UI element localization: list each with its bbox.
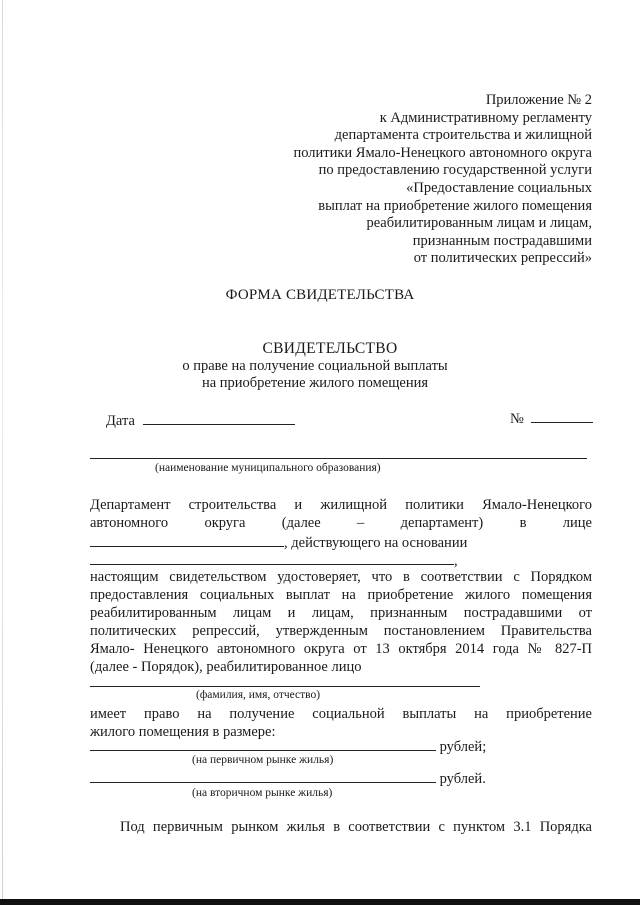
appendix-line: выплат на приобретение жилого помещения <box>318 197 592 214</box>
dept-word: в <box>519 515 527 531</box>
secondary-market-hint: (на вторичном рынке жилья) <box>192 787 333 799</box>
certificate-heading <box>0 340 640 392</box>
body-line: (далее - Порядок), реабилитированное лицо <box>90 659 362 675</box>
appendix-line: политики Ямало-Ненецкого автономного округа <box>293 144 592 161</box>
footer-line: Под первичным рынком жилья в соответствии с пунктом 3.1 Порядка <box>120 819 592 835</box>
appendix-line: Приложение № 2 <box>485 92 592 108</box>
department-line-2 <box>90 514 592 532</box>
certificate-subtitle-1: о праве на получение социальной выплаты <box>182 358 448 374</box>
body-line: политических репрессий, утвержденным постановлением Правительства <box>90 623 592 639</box>
date-row <box>106 413 295 430</box>
number-label: № <box>510 411 524 427</box>
right-line-1: имеет право на получение социальной выплаты на приобретение <box>90 706 592 722</box>
form-title: ФОРМА СВИДЕТЕЛЬСТВА <box>225 287 415 303</box>
department-line-4 <box>90 550 458 570</box>
body-line: Ямало- Ненецкого автономного округа от 13 октября 2014 года № 827-П <box>90 641 592 657</box>
amount-primary-field[interactable] <box>90 736 436 751</box>
appendix-line: к Административному регламенту <box>379 109 592 126</box>
date-label: Дата <box>106 413 135 429</box>
dept-word: лице <box>562 515 592 531</box>
municipality-row <box>90 444 587 464</box>
department-line-3 <box>90 532 467 552</box>
rub-label-secondary: рублей. <box>439 771 486 787</box>
date-field[interactable] <box>143 424 295 425</box>
appendix-header <box>293 92 592 268</box>
appendix-line: признанным пострадавшими <box>412 232 592 249</box>
number-row <box>510 411 593 428</box>
dept-word: округа <box>204 515 246 531</box>
appendix-line: реабилитированным лицам и лицам, <box>366 215 592 232</box>
dept-word: департамент) <box>400 515 484 531</box>
department-line-1: Департамент строительства и жилищной политики Ямало-Ненецкого <box>90 497 592 513</box>
scan-bottom-edge <box>0 899 640 905</box>
fio-field[interactable] <box>90 672 480 687</box>
certificate-title: СВИДЕТЕЛЬСТВО <box>262 340 398 357</box>
amount-secondary-field[interactable] <box>90 768 436 783</box>
appendix-line: «Предоставление социальных <box>406 179 592 196</box>
right-line-2: жилого помещения в размере: <box>90 724 276 740</box>
municipality-field[interactable] <box>90 444 587 459</box>
amount-secondary-row <box>90 768 486 788</box>
fio-hint: (фамилия, имя, отчество) <box>196 689 321 701</box>
appendix-line: департамента строительства и жилищной <box>334 127 592 144</box>
dept-word: (далее <box>281 515 321 531</box>
appendix-line: от политических репрессий» <box>413 250 592 267</box>
comma: , <box>454 553 458 569</box>
representative-field[interactable] <box>90 532 284 547</box>
dept-word: – <box>357 515 365 531</box>
rub-label-primary: рублей; <box>439 739 487 755</box>
municipality-hint: (наименование муниципального образования) <box>155 462 381 474</box>
appendix-line: по предоставлению государственной услуги <box>318 162 592 179</box>
dept-word: автономного <box>90 515 169 531</box>
basis-field[interactable] <box>90 550 454 565</box>
primary-market-hint: (на первичном рынке жилья) <box>192 754 334 766</box>
scan-edge <box>2 0 3 905</box>
certificate-subtitle-2: на приобретение жилого помещения <box>201 375 429 391</box>
amount-primary-row <box>90 736 486 756</box>
body-line: настоящим свидетельством удостоверяет, что в соответствии с Порядком <box>90 569 592 585</box>
acting-basis-text: , действующего на основании <box>284 535 468 551</box>
number-field[interactable] <box>531 422 593 423</box>
body-line: реабилитированным лицам и лицам, признанным пострадавшими от <box>90 605 592 621</box>
body-line: предоставления социальных выплат на приобретение жилого помещения <box>90 587 592 603</box>
